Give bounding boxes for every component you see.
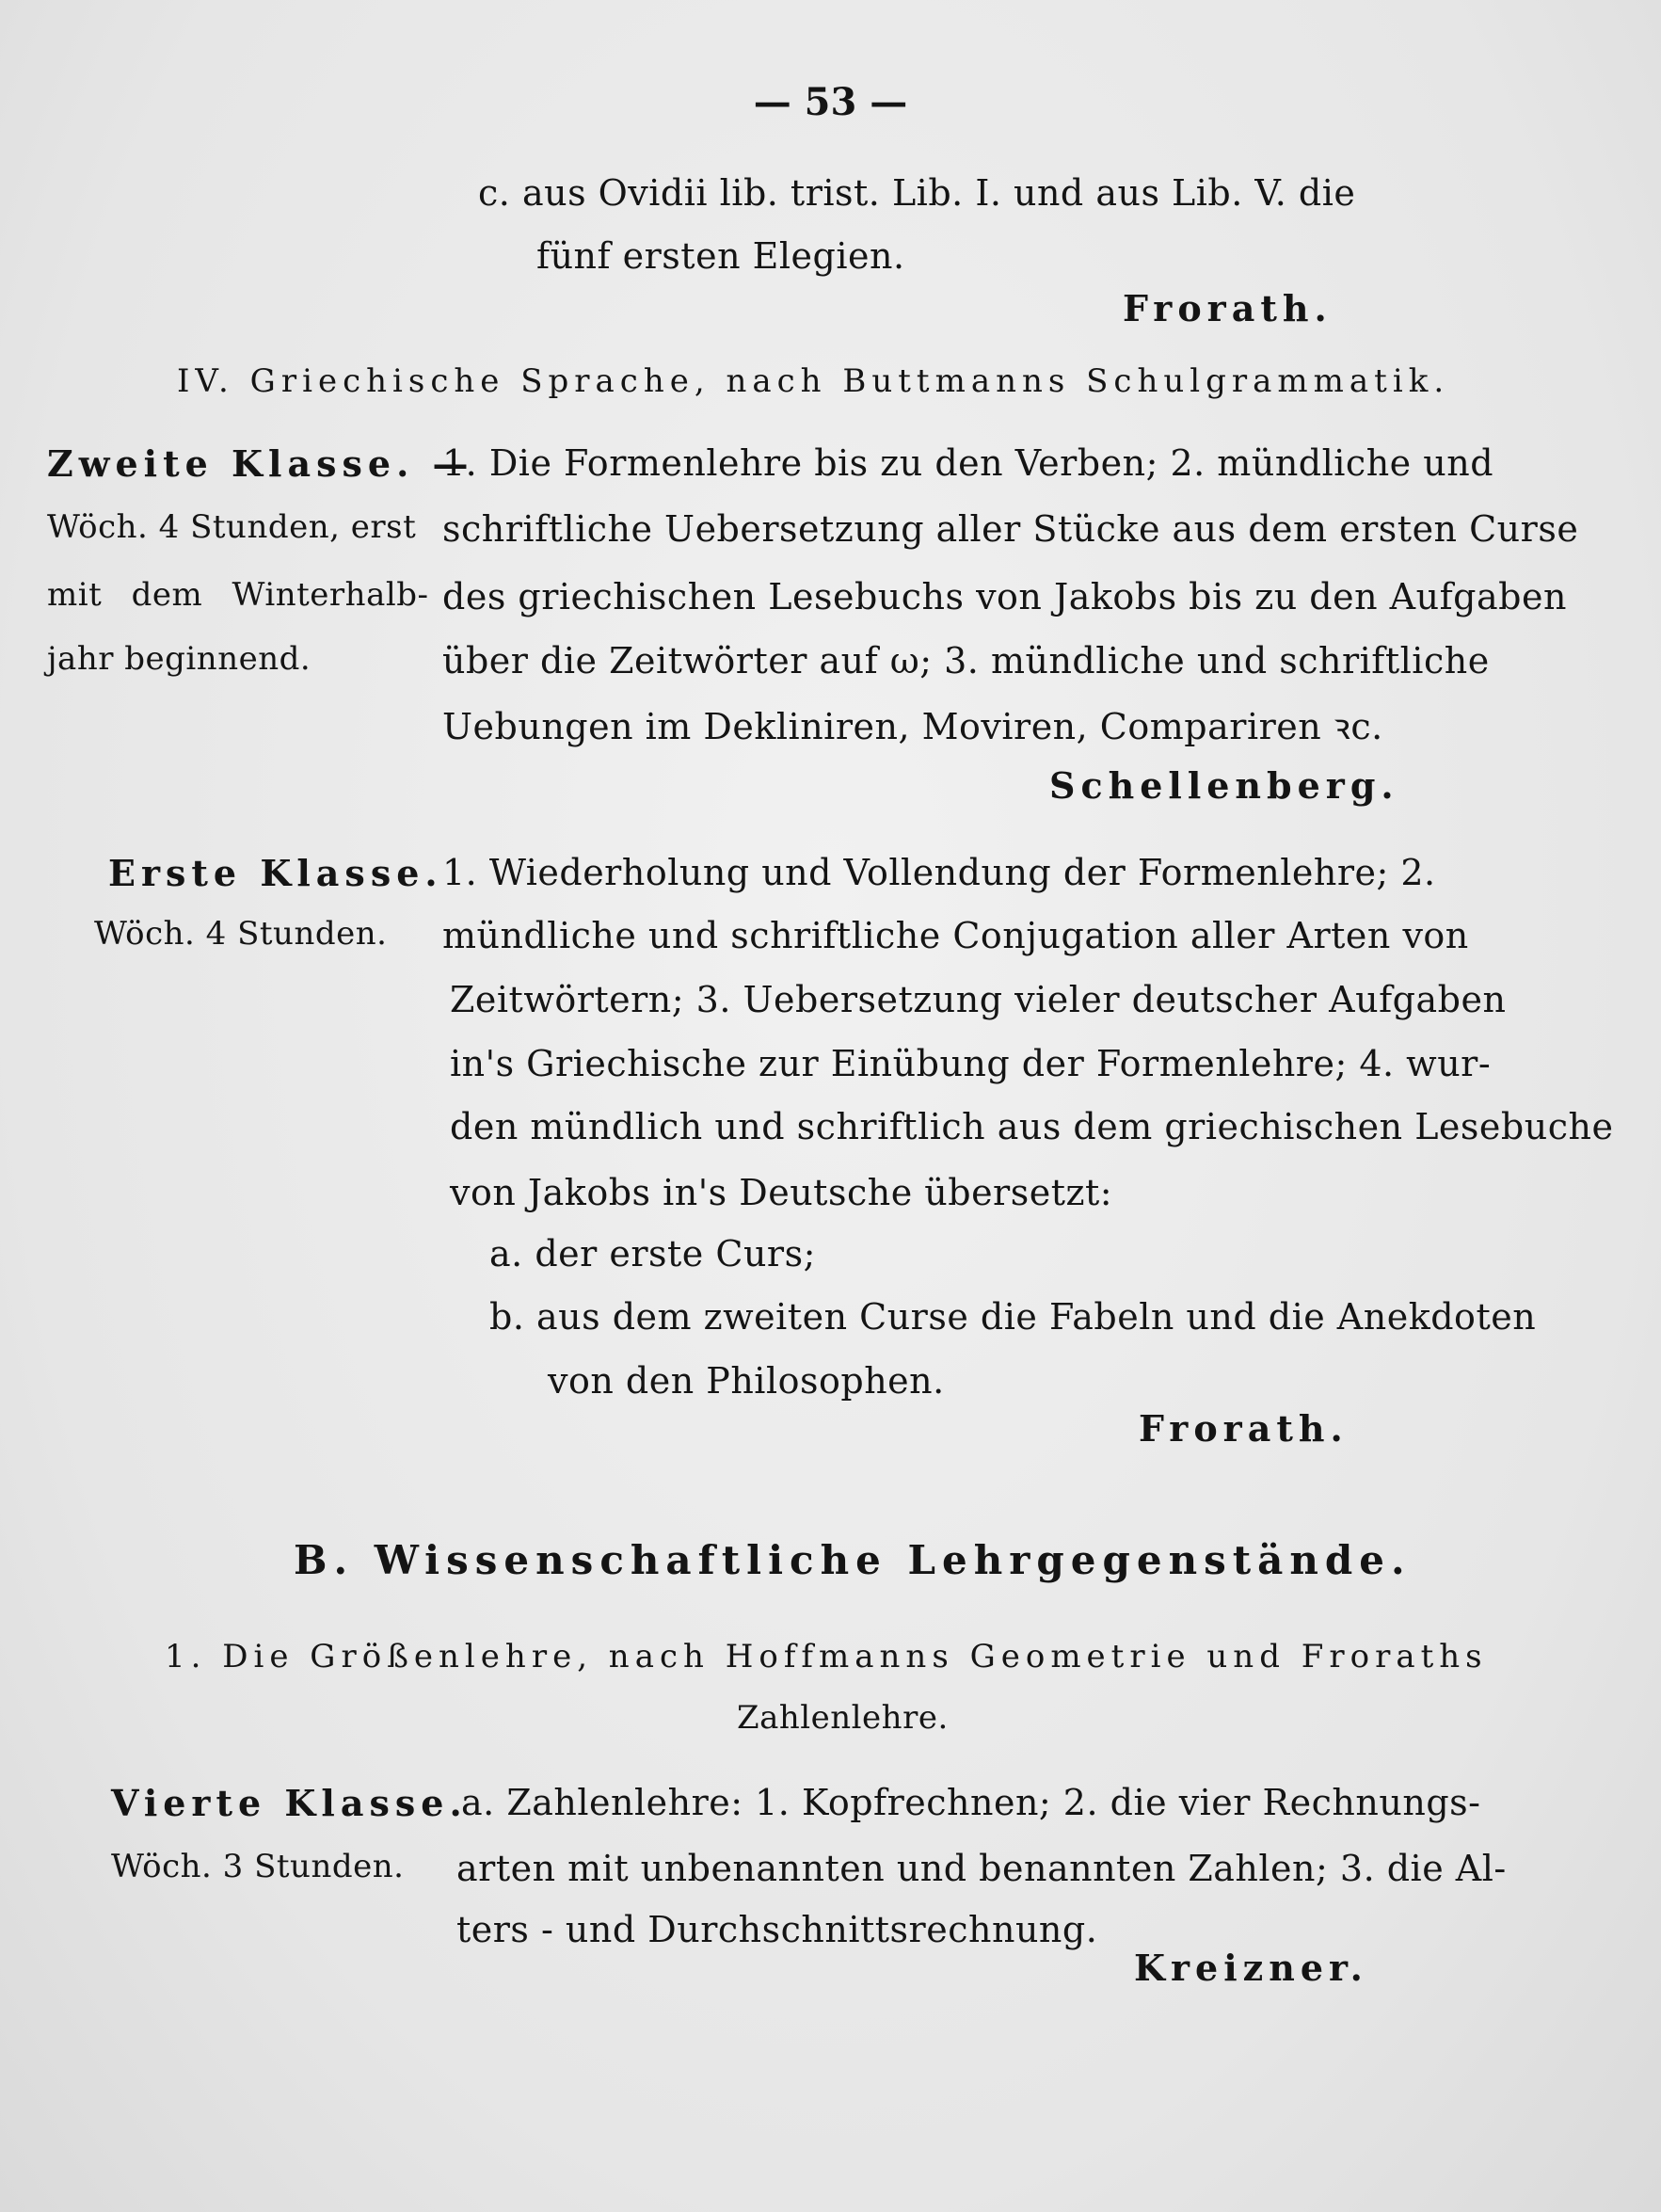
class-hours: Wöch. 3 Stunden. <box>111 1848 405 1885</box>
class-hours: Wöch. 4 Stunden, erst <box>47 508 417 546</box>
teacher-signature: Frorath. <box>1123 287 1333 329</box>
paragraph-line: in's Griechische zur Einübung der Formenlehre; 4. wur- <box>450 1043 1492 1084</box>
section-heading: IV. Griechische Sprache, nach Buttmanns Schulgrammatik. <box>177 362 1450 400</box>
list-item: a. der erste Curs; <box>489 1233 816 1274</box>
class-label: Zweite Klasse. — <box>47 442 474 485</box>
item-c-line-2: fünf ersten Elegien. <box>536 235 905 277</box>
class-hours: Wöch. 4 Stunden. <box>94 915 388 953</box>
teacher-signature: Kreizner. <box>1134 1947 1368 1989</box>
section-heading: B. Wissenschaftliche Lehrgegenstände. <box>294 1537 1412 1583</box>
paragraph-line: über die Zeitwörter auf ω; 3. mündliche und schriftliche <box>442 640 1490 681</box>
subsection-heading: Zahlenlehre. <box>737 1699 949 1737</box>
list-item: von den Philosophen. <box>548 1360 945 1402</box>
item-c-line-1: c. aus Ovidii lib. trist. Lib. I. und aus Lib. V. die <box>478 172 1356 214</box>
paragraph-line: 1. Wiederholung und Vollendung der Formenlehre; 2. <box>442 852 1436 893</box>
class-note: jahr beginnend. <box>47 640 311 678</box>
teacher-signature: Schellenberg. <box>1049 764 1399 807</box>
class-note: mit dem Winterhalb- <box>47 576 429 614</box>
paragraph-line: Zeitwörtern; 3. Uebersetzung vieler deutscher Aufgaben <box>450 979 1507 1020</box>
paragraph-line: arten mit unbenannten und benannten Zahlen; 3. die Al- <box>456 1848 1507 1889</box>
list-item: b. aus dem zweiten Curse die Fabeln und die Anekdoten <box>489 1296 1537 1338</box>
paragraph-line: von Jakobs in's Deutsche übersetzt: <box>450 1172 1113 1213</box>
class-label: Vierte Klasse. <box>111 1782 468 1824</box>
paragraph-line: ters - und Durchschnittsrechnung. <box>456 1909 1098 1950</box>
paragraph-line: a. Zahlenlehre: 1. Kopfrechnen; 2. die vier Rechnungs- <box>461 1782 1481 1823</box>
page-number: — 53 — <box>753 80 908 124</box>
class-label: Erste Klasse. <box>108 852 443 894</box>
subsection-heading: 1. Die Größenlehre, nach Hoffmanns Geometrie und Froraths <box>165 1638 1488 1675</box>
paragraph-line: Uebungen im Dekliniren, Moviren, Compariren ꝛc. <box>442 706 1383 747</box>
teacher-signature: Frorath. <box>1139 1407 1349 1450</box>
paragraph-line: den mündlich und schriftlich aus dem griechischen Lesebuche <box>450 1106 1614 1147</box>
paragraph-line: 1. Die Formenlehre bis zu den Verben; 2. mündliche und <box>442 442 1494 484</box>
paragraph-line: mündliche und schriftliche Conjugation aller Arten von <box>442 915 1469 956</box>
paragraph-line: des griechischen Lesebuchs von Jakobs bis zu den Aufgaben <box>442 576 1567 617</box>
paragraph-line: schriftliche Uebersetzung aller Stücke aus dem ersten Curse <box>442 508 1579 550</box>
